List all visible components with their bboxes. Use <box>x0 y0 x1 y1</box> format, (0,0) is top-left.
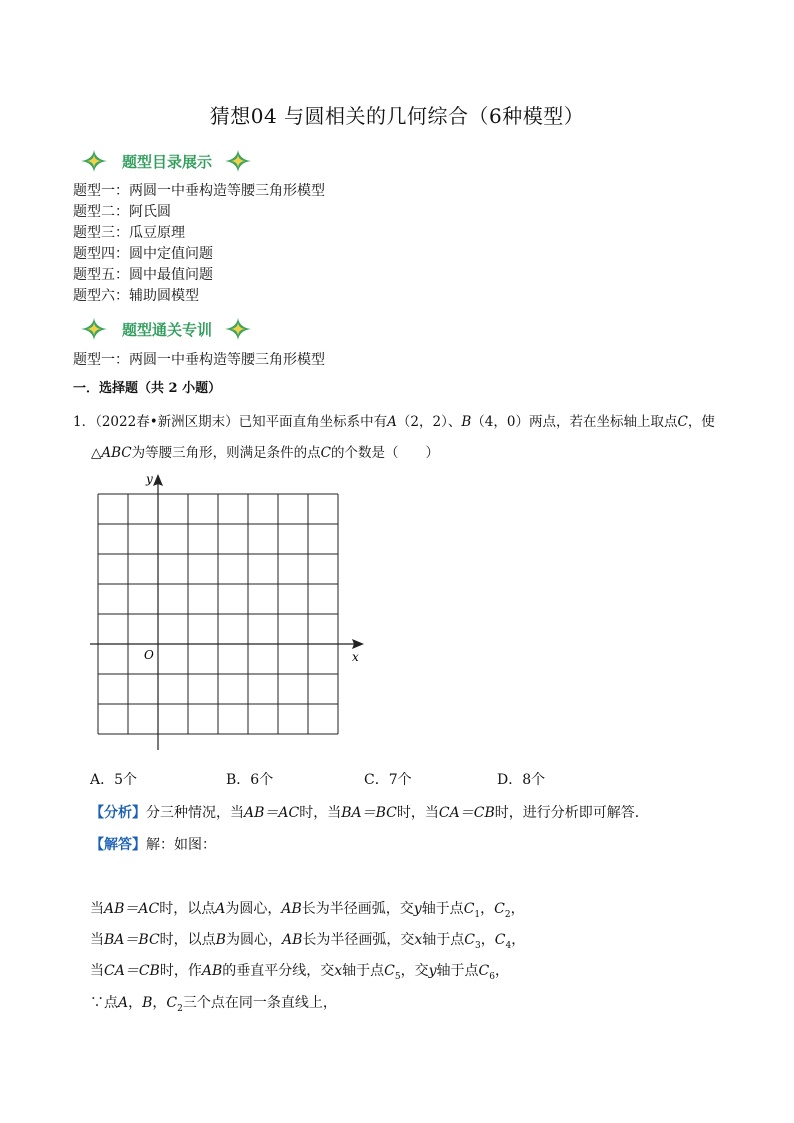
analysis-line: 【分析】分三种情况，当AB＝AC时，当BA＝BC时，当CA＝CB时，进行分析即可解答． <box>90 805 649 821</box>
choice-d[interactable]: D．8个 <box>497 772 546 788</box>
question-line-2: △ABC为等腰三角形，则满足条件的点C的个数是（ ） <box>91 445 439 461</box>
section-header-catalog <box>80 149 252 173</box>
x-axis-label: x <box>352 650 359 664</box>
toc-item[interactable]: 题型六：辅助圆模型 <box>73 288 199 304</box>
solution-tag: 【解答】 <box>90 837 146 853</box>
choice-a[interactable]: A．5个 <box>90 772 138 788</box>
coordinate-grid-figure <box>88 470 373 760</box>
explanation-line-3: 当CA＝CB时，作AB的垂直平分线，交x轴于点$C_5$，交y轴于点$C_6$， <box>90 963 509 982</box>
toc-item[interactable]: 题型五：圆中最值问题 <box>73 267 213 283</box>
explanation-line-2: 当BA＝BC时，以点B为圆心，AB长为半径画弧，交x轴于点$C_3$，$C_4$， <box>90 932 526 951</box>
toc-item[interactable]: 题型三：瓜豆原理 <box>73 225 185 241</box>
sparkle-icon <box>80 317 108 341</box>
page-title: 猜想04 与圆相关的几何综合（6种模型） <box>209 104 585 128</box>
toc-item[interactable]: 题型一：两圆一中垂构造等腰三角形模型 <box>73 183 325 199</box>
choice-c[interactable]: C．7个 <box>364 772 412 788</box>
sparkle-icon <box>224 149 252 173</box>
toc-item[interactable]: 题型二：阿氏圆 <box>73 204 171 220</box>
section-header-practice <box>80 317 252 341</box>
part-heading: 一．选择题（共 2 小题） <box>73 381 222 396</box>
explanation-line-1: 当AB＝AC时，以点A为圆心，AB长为半径画弧，交y轴于点$C_1$，$C_2$， <box>90 901 525 920</box>
grid-lines <box>98 494 338 734</box>
question-line-1: 1．（2022春•新洲区期末）已知平面直角坐标系中有A（2，2）、B（4，0）两点，若在坐标轴上取点C，使 <box>73 414 715 430</box>
section-label: 题型通关专训 <box>122 320 213 339</box>
solution-line: 【解答】解：如图： <box>90 837 216 853</box>
analysis-tag: 【分析】 <box>90 805 146 821</box>
sparkle-icon <box>224 317 252 341</box>
section-label: 题型目录展示 <box>122 152 213 171</box>
y-axis-label: y <box>146 472 153 486</box>
explanation-line-4: ∵点A，B，$C_2$三个点在同一条直线上， <box>90 995 337 1014</box>
sparkle-icon <box>80 149 108 173</box>
origin-label: O <box>144 648 154 662</box>
type-subtitle: 题型一：两圆一中垂构造等腰三角形模型 <box>73 352 325 368</box>
toc-item[interactable]: 题型四：圆中定值问题 <box>73 246 213 262</box>
choice-b[interactable]: B．6个 <box>226 772 274 788</box>
